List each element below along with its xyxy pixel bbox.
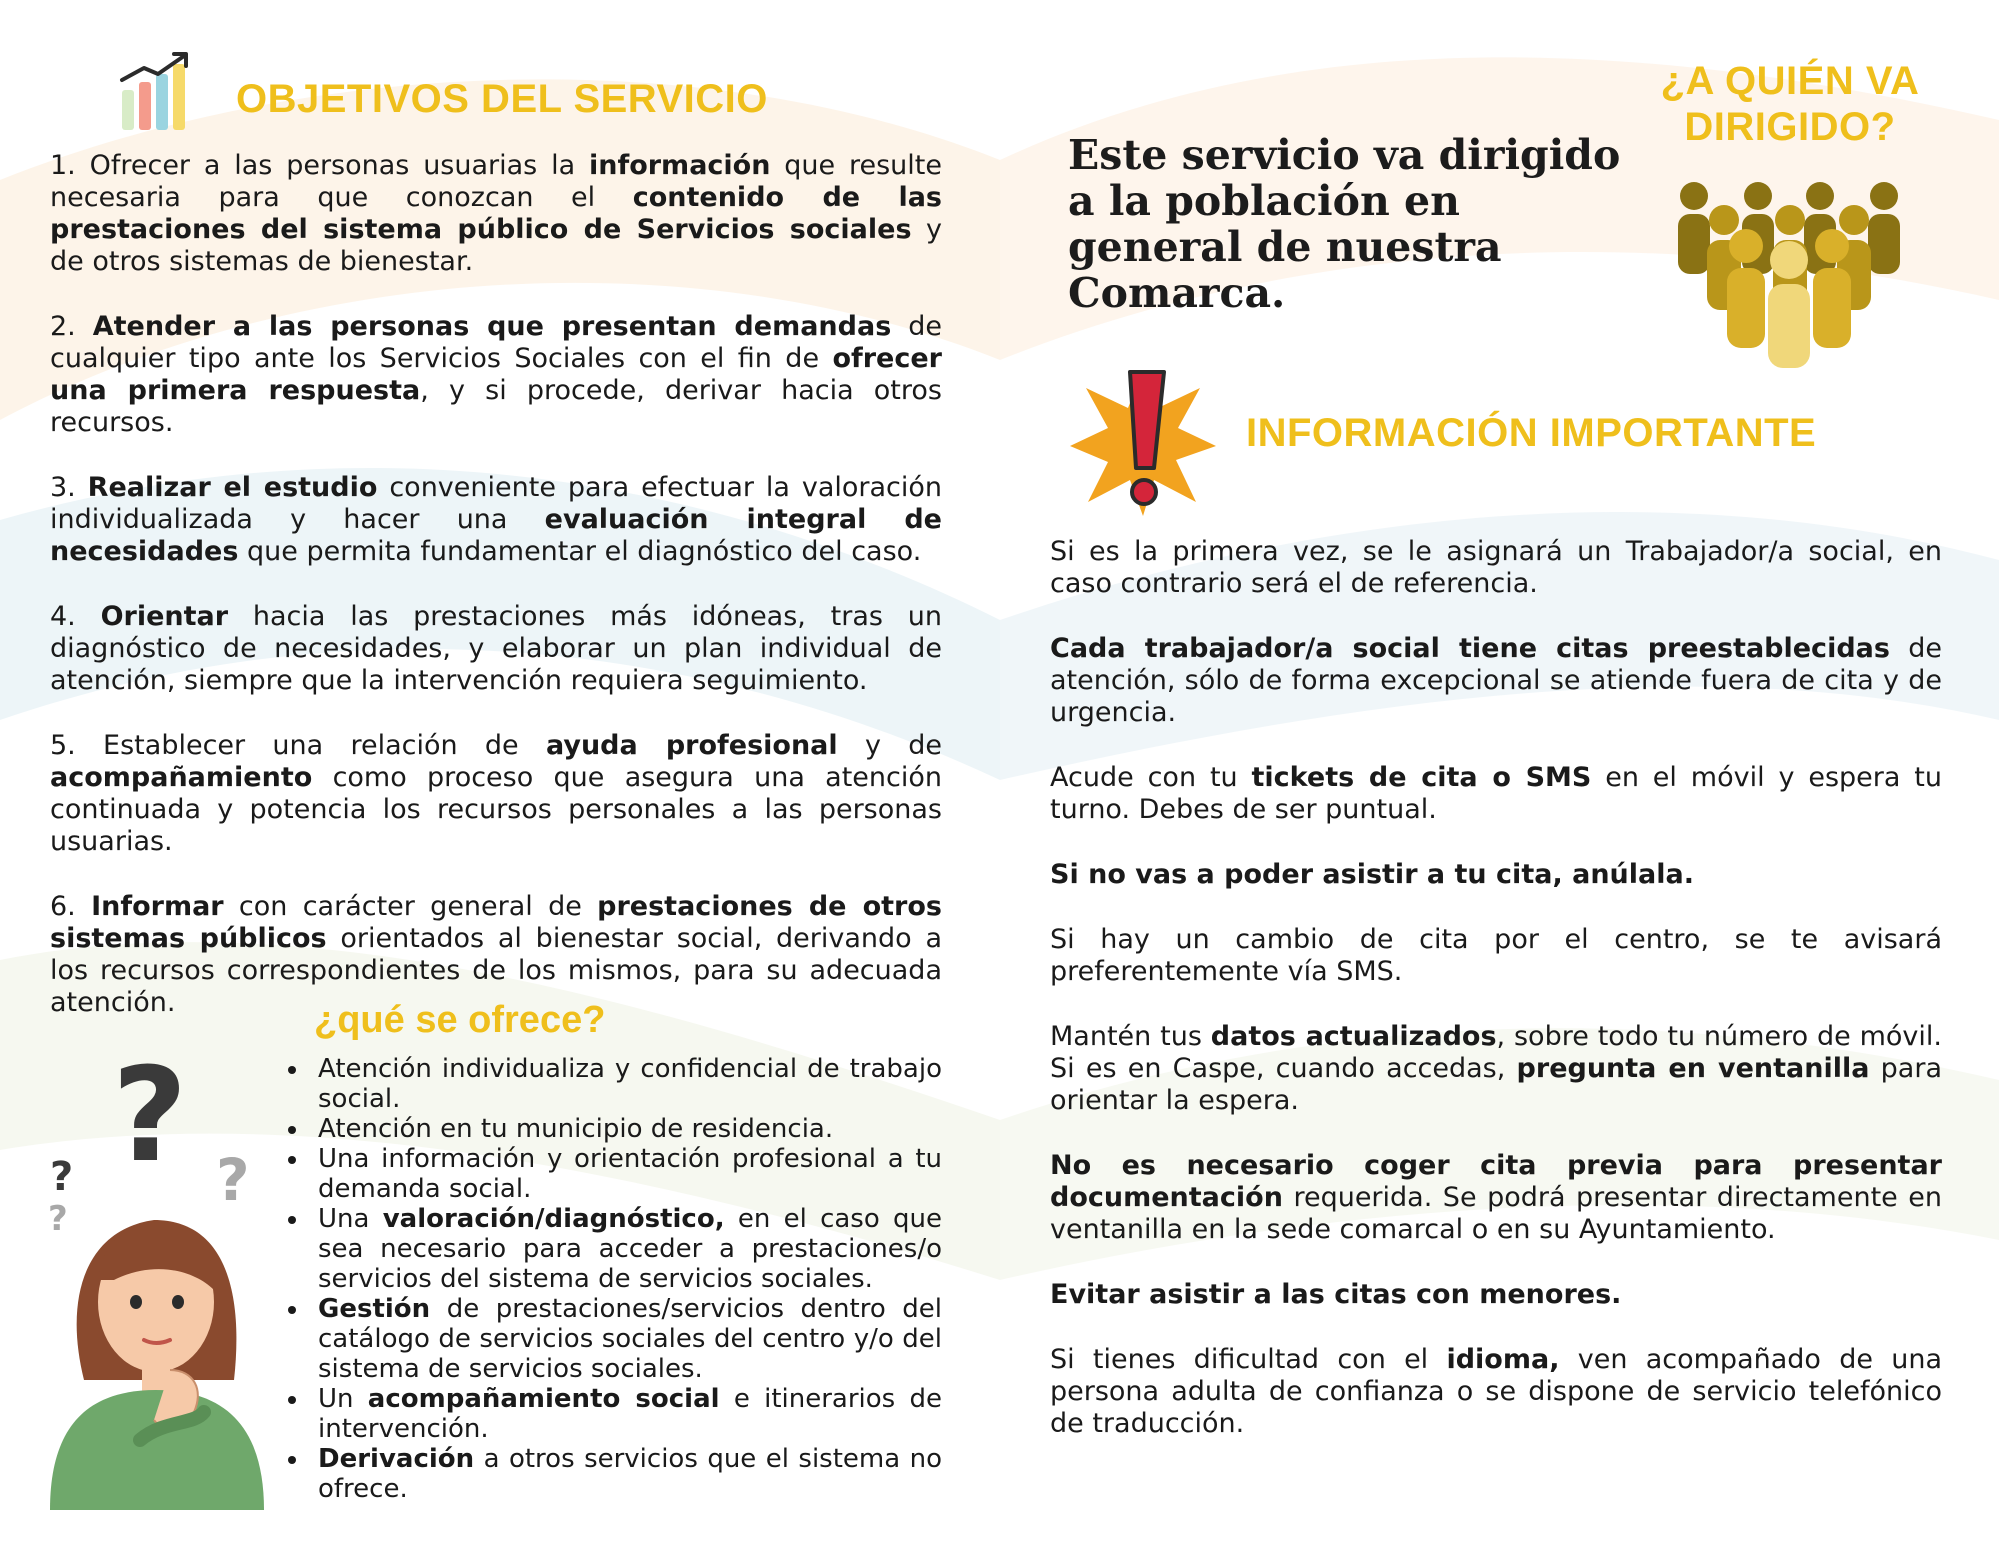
text-segment: que resulte necesaria para que conozcan el: [50, 150, 942, 213]
bold-text: Atender a las personas que presentan demandas: [92, 311, 892, 342]
text-segment: que permita fundamentar el diagnóstico del caso.: [238, 536, 922, 567]
text-segment: 6.: [50, 891, 92, 922]
bold-text: Realizar el estudio: [87, 472, 378, 503]
objetivo-item: [50, 311, 942, 439]
ofrece-item: [280, 1444, 942, 1504]
bold-text: información: [588, 150, 771, 181]
bold-text: ofrecer una primera respuesta: [50, 343, 942, 406]
bold-text: tickets de cita o SMS: [1251, 762, 1592, 793]
text-segment: Una: [318, 1204, 383, 1234]
text-segment: con carácter general de: [223, 891, 598, 922]
importante-item: [1050, 859, 1942, 891]
text-segment: para orientar la espera.: [1050, 1053, 1942, 1116]
text-segment: Un: [318, 1384, 368, 1414]
text-segment: y de otros sistemas de bienestar.: [50, 214, 943, 277]
text-segment: de prestaciones/servicios dentro del catálogo de servicios sociales del centro y/o del sistema de servicios sociales.: [318, 1294, 942, 1384]
objetivo-item: [50, 150, 942, 278]
svg-text:?: ?: [48, 1199, 68, 1239]
text-segment: 5. Establecer una relación de: [50, 730, 546, 761]
text-segment: en el móvil y espera tu turno. Debes de ser puntual.: [1050, 762, 1942, 825]
bold-text: Informar: [91, 891, 224, 922]
objetivos-list: [50, 150, 942, 1052]
ofrece-title: ¿qué se ofrece?: [314, 999, 606, 1041]
text-segment: ven acompañado de una persona adulta de confianza o se dispone de servicio telefónico de traducción.: [1050, 1344, 1942, 1439]
text-segment: como proceso que asegura una atención continuada y potencia los recursos personales a las personas usuarias.: [50, 762, 942, 857]
ofrece-item: [280, 1114, 942, 1144]
importante-item: [1050, 633, 1942, 729]
bold-text: prestaciones de otros sistemas públicos: [50, 891, 942, 954]
text-segment: y de: [837, 730, 942, 761]
bold-text: datos actualizados: [1210, 1021, 1497, 1052]
text-segment: Mantén tus: [1050, 1021, 1211, 1052]
bold-text: Si no vas a poder asistir a tu cita, anúlala.: [1050, 859, 1694, 890]
importante-item: [1050, 762, 1942, 826]
bold-text: idioma,: [1446, 1344, 1560, 1375]
text-segment: conveniente para efectuar la valoración individualizada y hacer una: [50, 472, 943, 535]
bold-text: Orientar: [100, 601, 229, 632]
importante-list: [1050, 536, 1942, 1473]
bold-text: acompañamiento social: [367, 1384, 720, 1414]
dirigido-text: Este servicio va dirigido a la población en general de nuestra Comarca.: [1068, 131, 1621, 317]
text-segment: Una información y orientación profesional a tu demanda social.: [318, 1144, 942, 1204]
text-segment: 4.: [50, 601, 101, 632]
thinking-woman-illustration: [44, 1040, 270, 1510]
importante-item: [1050, 1021, 1942, 1117]
bold-text: Cada trabajador/a social tiene citas preestablecidas: [1050, 633, 1890, 664]
text-segment: 1. Ofrecer a las personas usuarias la: [50, 150, 589, 181]
importante-item: [1050, 1344, 1942, 1440]
svg-text:?: ?: [50, 1154, 74, 1200]
text-segment: de cualquier tipo ante los Servicios Sociales con el fin de: [50, 311, 942, 374]
bold-text: evaluación integral de necesidades: [50, 504, 942, 567]
objetivo-item: [50, 730, 942, 858]
text-segment: Si es la primera vez, se le asignará un Trabajador/a social, en caso contrario será el de referencia.: [1050, 536, 1942, 599]
text-segment: , sobre todo tu número de móvil. Si es en Caspe, cuando accedas,: [1050, 1021, 1942, 1084]
ofrece-item: [280, 1054, 942, 1114]
text-segment: Si hay un cambio de cita por el centro, se te avisará preferentemente vía SMS.: [1050, 924, 1942, 987]
objetivos-title: OBJETIVOS DEL SERVICIO: [236, 77, 768, 121]
importante-title: INFORMACIÓN IMPORTANTE: [1246, 411, 1817, 455]
bold-text: contenido de las prestaciones del sistema público de Servicios sociales: [50, 182, 943, 245]
people-group-icon: [1676, 178, 1902, 368]
ofrece-item: [280, 1204, 942, 1294]
bold-text: No es necesario coger cita previa para presentar documentación: [1050, 1150, 1942, 1213]
text-segment: Atención en tu municipio de residencia.: [318, 1114, 834, 1144]
bold-text: Evitar asistir a las citas con menores.: [1050, 1279, 1622, 1310]
text-segment: de atención, sólo de forma excepcional se atiende fuera de cita y de urgencia.: [1050, 633, 1942, 728]
text-segment: hacia las prestaciones más idóneas, tras un diagnóstico de necesidades, y elaborar un plan individual de atención, siempre que la intervención requiera seguimiento.: [50, 601, 943, 696]
text-segment: orientados al bienestar social, derivando a los recursos correspondientes de los mismos, para su adecuada atención.: [50, 923, 942, 1018]
text-segment: Atención individualiza y confidencial de trabajo social.: [318, 1054, 942, 1114]
svg-text:?: ?: [216, 1146, 250, 1214]
importante-item: [1050, 1150, 1942, 1246]
bold-text: ayuda profesional: [545, 730, 838, 761]
text-segment: 3.: [50, 472, 88, 503]
text-segment: , y si procede, derivar hacia otros recursos.: [50, 375, 942, 438]
text-segment: Acude con tu: [1050, 762, 1252, 793]
text-segment: 2.: [50, 311, 93, 342]
bold-text: valoración/diagnóstico,: [382, 1204, 725, 1234]
objetivo-item: [50, 601, 942, 697]
text-segment: Si tienes dificultad con el: [1050, 1344, 1447, 1375]
objetivo-item: [50, 472, 942, 568]
ofrece-item: [280, 1294, 942, 1384]
text-segment: requerida. Se podrá presentar directamente en ventanilla en la sede comarcal o en su Ayuntamiento.: [1050, 1182, 1942, 1245]
exclamation-burst-icon: [1068, 368, 1218, 518]
importante-item: [1050, 536, 1942, 600]
bold-text: Gestión: [318, 1294, 431, 1324]
svg-text:?: ?: [112, 1040, 188, 1191]
dirigido-title-line1: ¿A QUIÉN VA: [1660, 59, 1920, 103]
dirigido-title: [1640, 58, 1940, 150]
ofrece-list: [280, 1054, 942, 1504]
text-segment: e itinerarios de intervención.: [318, 1384, 942, 1444]
text-segment: a otros servicios que el sistema no ofrece.: [318, 1444, 942, 1504]
importante-item: [1050, 1279, 1942, 1311]
bar-chart-growth-icon: [118, 50, 194, 132]
ofrece-item: [280, 1144, 942, 1204]
text-segment: en el caso que sea necesario para acceder a prestaciones/o servicios del sistema de servicios sociales.: [318, 1204, 942, 1294]
importante-item: [1050, 924, 1942, 988]
dirigido-title-line2: DIRIGIDO?: [1684, 105, 1896, 149]
ofrece-item: [280, 1384, 942, 1444]
bold-text: pregunta en ventanilla: [1516, 1053, 1870, 1084]
bold-text: acompañamiento: [50, 762, 313, 793]
bold-text: Derivación: [318, 1444, 475, 1474]
